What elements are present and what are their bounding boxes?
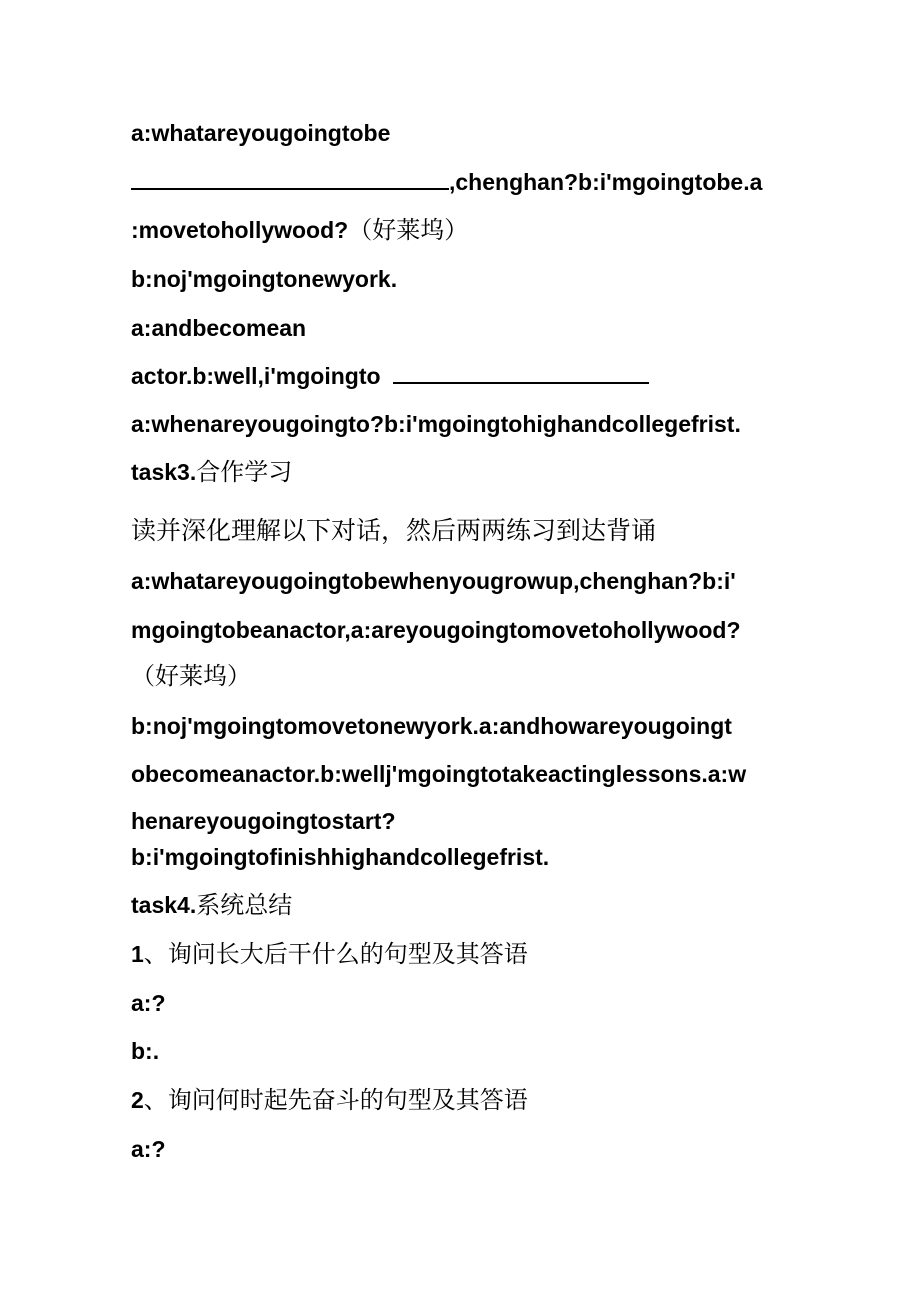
question-1-number: 1 (131, 941, 144, 967)
answer-blank-2[interactable] (393, 362, 649, 384)
question-2 (131, 1085, 528, 1115)
dialogue-line-6: henareyougoingtostart? (131, 808, 396, 834)
dialogue-line-7: b:i'mgoingtofinishhighandcollegefrist. (131, 844, 550, 870)
text-line-5: a:andbecomean (131, 315, 307, 341)
text-line-7: a:whenareyougoingto?b:i'mgoingtohighandcollegefrist. (131, 411, 741, 437)
text-line-3 (131, 215, 468, 245)
question-1-a: a:? (131, 990, 166, 1016)
question-1-b: b:. (131, 1038, 160, 1064)
line-3-english: :movetohollywood? (131, 217, 349, 243)
line-2-text: ,chenghan?b:i'mgoingtobe.a (449, 169, 763, 195)
dialogue-line-4: b:noj'mgoingtomovetonewyork.a:andhowareyougoingt (131, 713, 732, 739)
text-line-2 (131, 167, 762, 197)
question-2-a: a:? (131, 1136, 166, 1162)
task4-label: task4. (131, 892, 197, 918)
dialogue-line-2: mgoingtobeanactor,a:areyougoingtomovetohollywood? (131, 617, 741, 643)
task3-label: task3. (131, 459, 197, 485)
text-line-1: a:whatareyougoingtobe (131, 120, 391, 146)
answer-blank-1[interactable] (131, 168, 449, 190)
question-1 (131, 939, 528, 969)
task3-title: 合作学习 (196, 458, 293, 486)
task4-title: 系统总结 (196, 891, 293, 919)
task3-heading (131, 457, 292, 487)
task3-instruction: 读并深化理解以下对话，然后两两练习到达背诵 (131, 516, 657, 545)
question-2-number: 2 (131, 1087, 144, 1113)
question-2-text: 、询问何时起先奋斗的句型及其答语 (143, 1086, 528, 1114)
dialogue-line-1: a:whatareyougoingtobewhenyougrowup,chenghan?b:i' (131, 568, 736, 594)
line-3-chinese: （好莱坞） (348, 216, 469, 244)
dialogue-line-5: obecomeanactor.b:wellj'mgoingtotakeactinglessons.a:w (131, 761, 747, 787)
dialogue-line-3: （好莱坞） (131, 662, 251, 690)
text-line-4: b:noj'mgoingtonewyork. (131, 266, 398, 292)
question-1-text: 、询问长大后干什么的句型及其答语 (143, 940, 528, 968)
line-6-text: actor.b:well,i'mgoingto (131, 363, 381, 389)
text-line-6 (131, 361, 649, 391)
task4-heading (131, 890, 292, 920)
